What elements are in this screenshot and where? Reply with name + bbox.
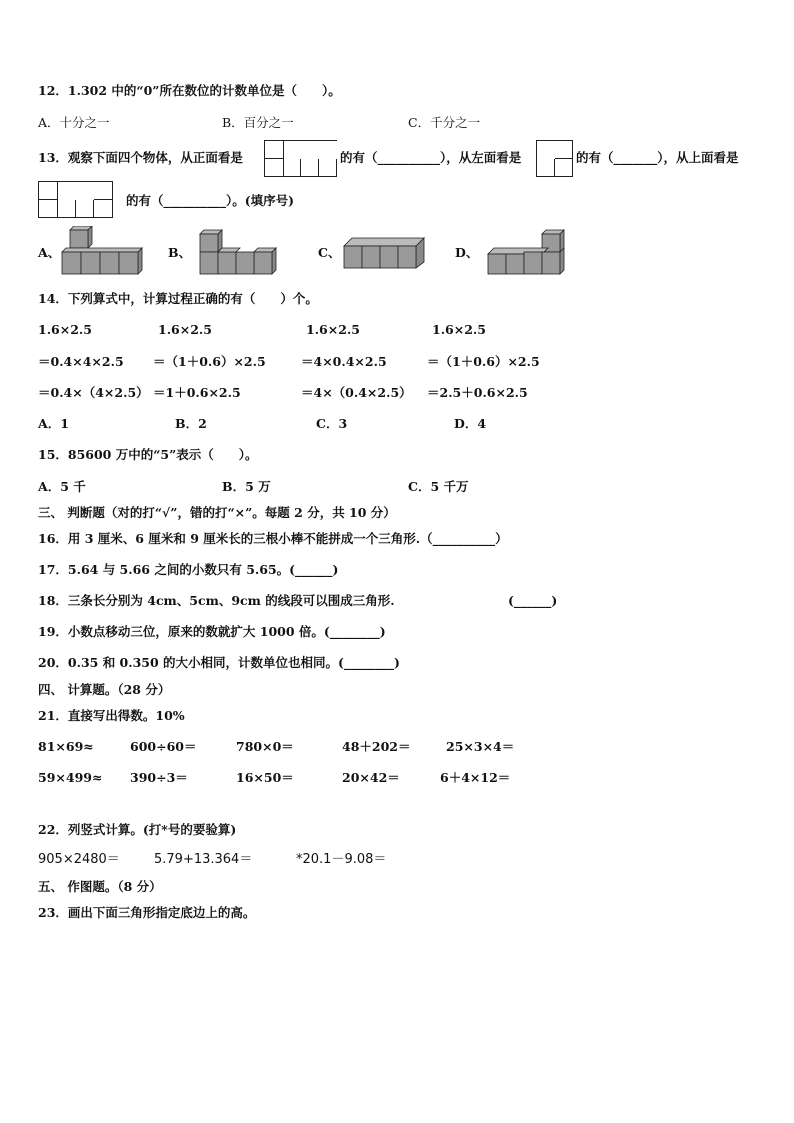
q21-r1-c3: 780×0＝	[236, 739, 294, 754]
q14-option-c: C．3	[316, 416, 348, 431]
q15-option-b: B．5 万	[222, 479, 271, 494]
q14-col1-line2: ＝0.4×4×2.5	[38, 354, 124, 369]
q13-option-c-label: C、	[318, 245, 341, 260]
q14-option-b: B．2	[175, 416, 207, 431]
cube-figure-c	[340, 232, 432, 272]
q21-r2-c1: 59×499≈	[38, 770, 103, 785]
q14-col4-line1: 1.6×2.5	[432, 322, 486, 337]
question-22: 22．列竖式计算。(打*号的要验算)	[38, 822, 237, 837]
front-view-figure	[264, 140, 337, 177]
q14-col1-line3: ＝0.4×（4×2.5）	[38, 385, 149, 400]
q21-r1-c4: 48＋202＝	[342, 739, 411, 754]
q14-option-d: D．4	[454, 416, 487, 431]
question-15: 15．85600 万中的“5”表示（ ）。	[38, 447, 258, 462]
left-view-figure	[536, 140, 573, 177]
q13-option-a-label: A、	[38, 245, 61, 260]
question-18: 18．三条长分别为 4cm、5cm、9cm 的线段可以围成三角形.	[38, 593, 395, 608]
q21-r2-c5: 6＋4×12＝	[440, 770, 511, 785]
question-13-text-4: 的有（__________）。(填序号)	[126, 193, 295, 208]
q15-option-c: C．5 千万	[408, 479, 469, 494]
question-21: 21．直接写出得数。10%	[38, 708, 185, 723]
q14-col3-line3: ＝4×（0.4×2.5）	[301, 385, 412, 400]
q22-item-1: 905×2480＝	[38, 852, 120, 867]
q14-col1-line1: 1.6×2.5	[38, 322, 92, 337]
q12-option-c: C．千分之一	[408, 115, 481, 130]
question-17: 17．5.64 与 5.66 之间的小数只有 5.65。(______)	[38, 562, 339, 577]
q21-r1-c1: 81×69≈	[38, 739, 94, 754]
cube-figure-b	[196, 226, 288, 278]
q14-col2-line1: 1.6×2.5	[158, 322, 212, 337]
question-23: 23．画出下面三角形指定底边上的高。	[38, 905, 256, 920]
question-13-text-1: 13．观察下面四个物体，从正面看是	[38, 150, 243, 165]
question-20: 20．0.35 和 0.350 的大小相同，计数单位也相同。(________)	[38, 655, 400, 670]
q14-col2-line2: ＝（1＋0.6）×2.5	[153, 354, 266, 369]
cube-figure-a	[58, 226, 148, 278]
q14-col4-line2: ＝（1＋0.6）×2.5	[427, 354, 540, 369]
top-view-figure	[38, 181, 113, 218]
section-3-heading: 三、 判断题（对的打“√”，错的打“×”。每题 2 分，共 10 分）	[38, 505, 396, 520]
q18-answer-blank: (______)	[508, 593, 558, 608]
section-5-heading: 五、 作图题。（8 分）	[38, 879, 162, 894]
question-19: 19．小数点移动三位，原来的数就扩大 1000 倍。(________)	[38, 624, 386, 639]
q13-option-b-label: B、	[168, 245, 192, 260]
q13-option-d-label: D、	[455, 245, 479, 260]
q21-r1-c5: 25×3×4＝	[446, 739, 515, 754]
q12-option-a: A．十分之一	[38, 115, 110, 130]
q22-item-2: 5.79+13.364＝	[154, 852, 253, 867]
q14-col2-line3: ＝1＋0.6×2.5	[153, 385, 241, 400]
q14-col3-line1: 1.6×2.5	[306, 322, 360, 337]
question-16: 16．用 3 厘米、6 厘米和 9 厘米长的三根小棒不能拼成一个三角形.（__________）	[38, 531, 508, 546]
q21-r2-c3: 16×50＝	[236, 770, 294, 785]
q12-option-b: B．百分之一	[222, 115, 294, 130]
q21-r1-c2: 600÷60＝	[130, 739, 197, 754]
q14-option-a: A．1	[38, 416, 69, 431]
q14-col3-line2: ＝4×0.4×2.5	[301, 354, 387, 369]
q21-r2-c2: 390÷3＝	[130, 770, 188, 785]
q15-option-a: A．5 千	[38, 479, 86, 494]
cube-figure-d	[484, 226, 576, 278]
question-13-text-3: 的有（_______），从上面看是	[576, 150, 739, 165]
q22-item-3: *20.1－9.08＝	[296, 852, 387, 867]
q14-col4-line3: ＝2.5＋0.6×2.5	[427, 385, 528, 400]
question-13-text-2: 的有（__________），从左面看是	[340, 150, 522, 165]
question-14: 14．下列算式中，计算过程正确的有（ ）个。	[38, 291, 318, 306]
question-12: 12．1.302 中的“0”所在数位的计数单位是（ ）。	[38, 83, 341, 98]
q21-r2-c4: 20×42＝	[342, 770, 400, 785]
section-4-heading: 四、 计算题。（28 分）	[38, 682, 171, 697]
